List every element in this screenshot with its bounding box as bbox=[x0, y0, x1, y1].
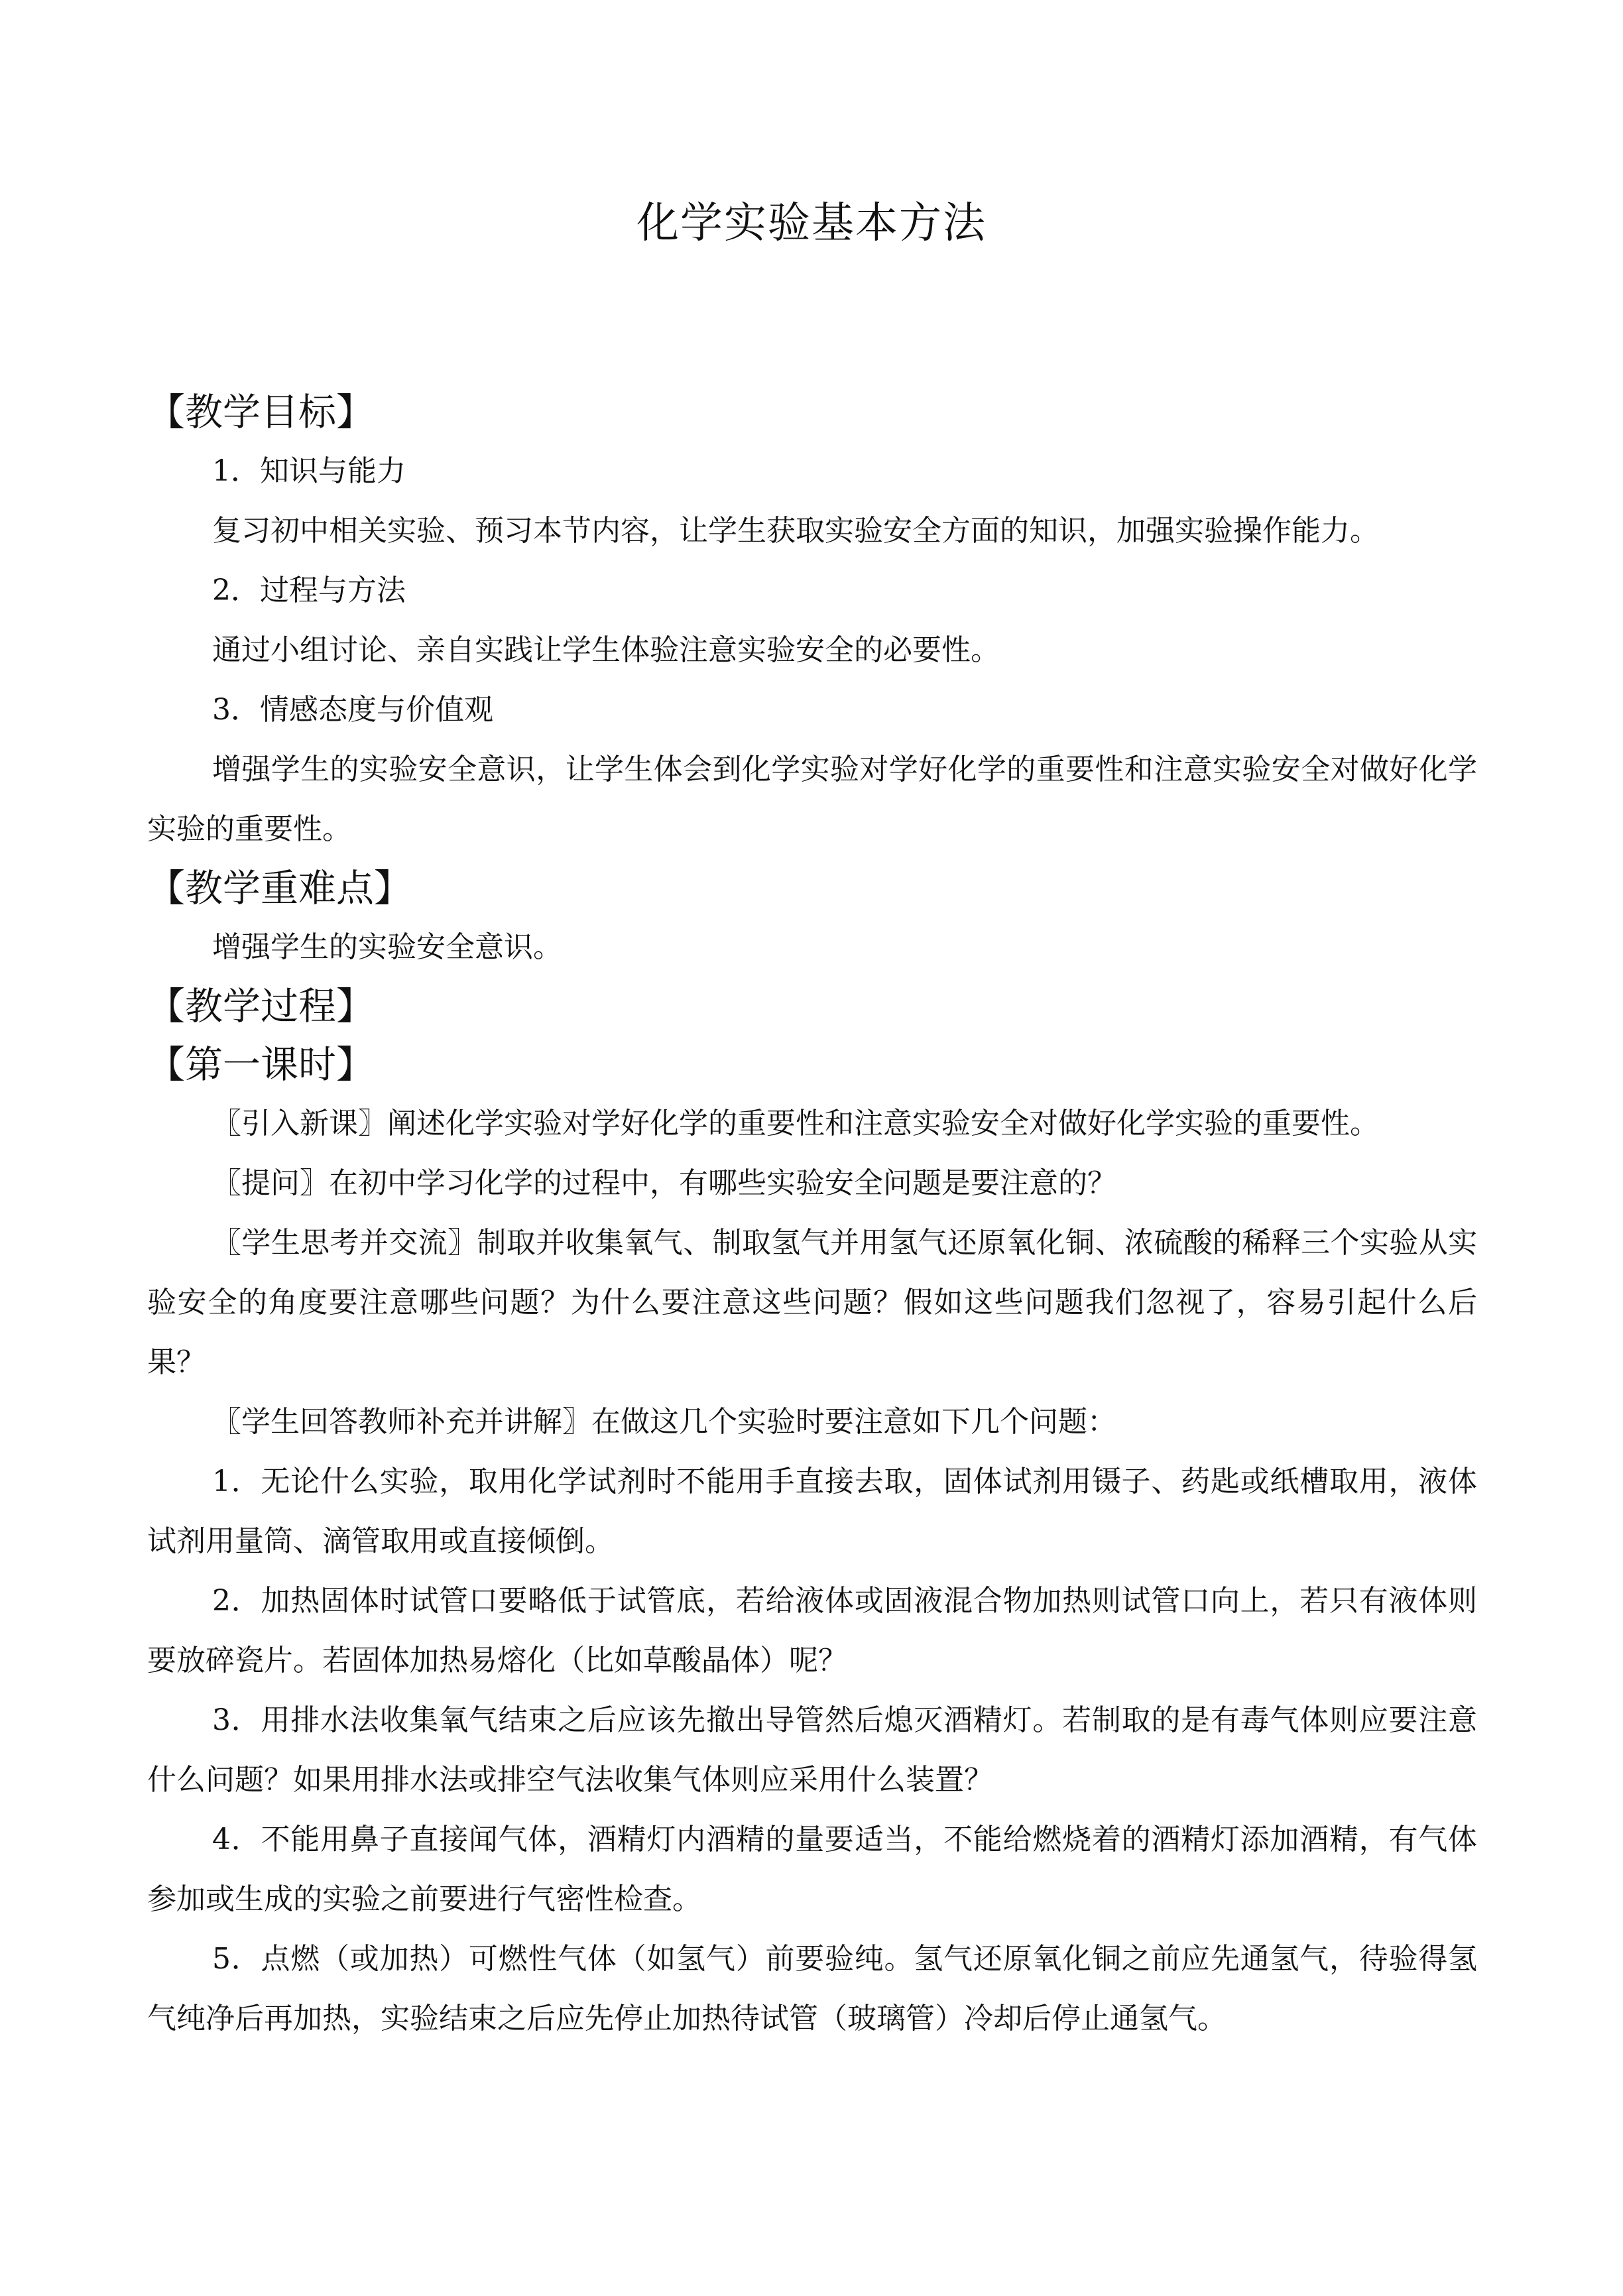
section-heading-key-points: 【教学重难点】 bbox=[147, 867, 412, 910]
paragraph-knowledge-ability: 复习初中相关实验、预习本节内容，让学生获取实验安全方面的知识，加强实验操作能力。 bbox=[212, 514, 1379, 548]
paragraph-question: 〖提问〗在初中学习化学的过程中，有哪些实验安全问题是要注意的？ bbox=[212, 1166, 1116, 1200]
paragraph-point-3: 3．用排水法收集氧气结束之后应该先撤出导管然后熄灭酒精灯。若制取的是有毒气体则应要注意什么问题？如果用排水法或排空气法收集气体则应采用什么装置？ bbox=[147, 1703, 1477, 1797]
paragraph-introduction: 〖引入新课〗阐述化学实验对学好化学的重要性和注意实验安全对做好化学实验的重要性。 bbox=[212, 1107, 1379, 1140]
subheading-knowledge-ability: 1．知识与能力 bbox=[212, 454, 406, 488]
paragraph-key-points: 增强学生的实验安全意识。 bbox=[212, 930, 562, 964]
paragraph-process-method: 通过小组讨论、亲自实践让学生体验注意实验安全的必要性。 bbox=[212, 633, 1000, 667]
section-heading-first-lesson: 【第一课时】 bbox=[147, 1043, 374, 1087]
paragraph-point-2: 2．加热固体时试管口要略低于试管底，若给液体或固液混合物加热则试管口向上，若只有液体则要放碎瓷片。若固体加热易熔化（比如草酸晶体）呢？ bbox=[147, 1584, 1477, 1677]
subheading-process-method: 2．过程与方法 bbox=[212, 574, 406, 607]
paragraph-point-1: 1．无论什么实验，取用化学试剂时不能用手直接去取，固体试剂用镊子、药匙或纸槽取用，液体试剂用量筒、滴管取用或直接倾倒。 bbox=[147, 1465, 1477, 1558]
section-heading-process: 【教学过程】 bbox=[147, 985, 374, 1028]
paragraph-student-discussion: 〖学生思考并交流〗制取并收集氧气、制取氢气并用氢气还原氧化铜、浓硫酸的稀释三个实验从实验安全的角度要注意哪些问题？为什么要注意这些问题？假如这些问题我们忽视了，容易引起什么后果？ bbox=[147, 1226, 1477, 1379]
subheading-emotion-values: 3．情感态度与价值观 bbox=[212, 693, 493, 727]
document-title: 化学实验基本方法 bbox=[636, 199, 987, 248]
section-heading-objectives: 【教学目标】 bbox=[147, 391, 374, 434]
paragraph-point-4: 4．不能用鼻子直接闻气体，酒精灯内酒精的量要适当，不能给燃烧着的酒精灯添加酒精，有气体参加或生成的实验之前要进行气密性检查。 bbox=[147, 1823, 1477, 1916]
document-body bbox=[147, 383, 1477, 2049]
paragraph-teacher-explanation: 〖学生回答教师补充并讲解〗在做这几个实验时要注意如下几个问题： bbox=[212, 1405, 1116, 1439]
paragraph-point-5: 5．点燃（或加热）可燃性气体（如氢气）前要验纯。氢气还原氧化铜之前应先通氢气，待验得氢气纯净后再加热，实验结束之后应先停止加热待试管（玻璃管）冷却后停止通氢气。 bbox=[147, 1942, 1477, 2035]
paragraph-emotion-values: 增强学生的实验安全意识，让学生体会到化学实验对学好化学的重要性和注意实验安全对做好化学实验的重要性。 bbox=[147, 753, 1477, 846]
